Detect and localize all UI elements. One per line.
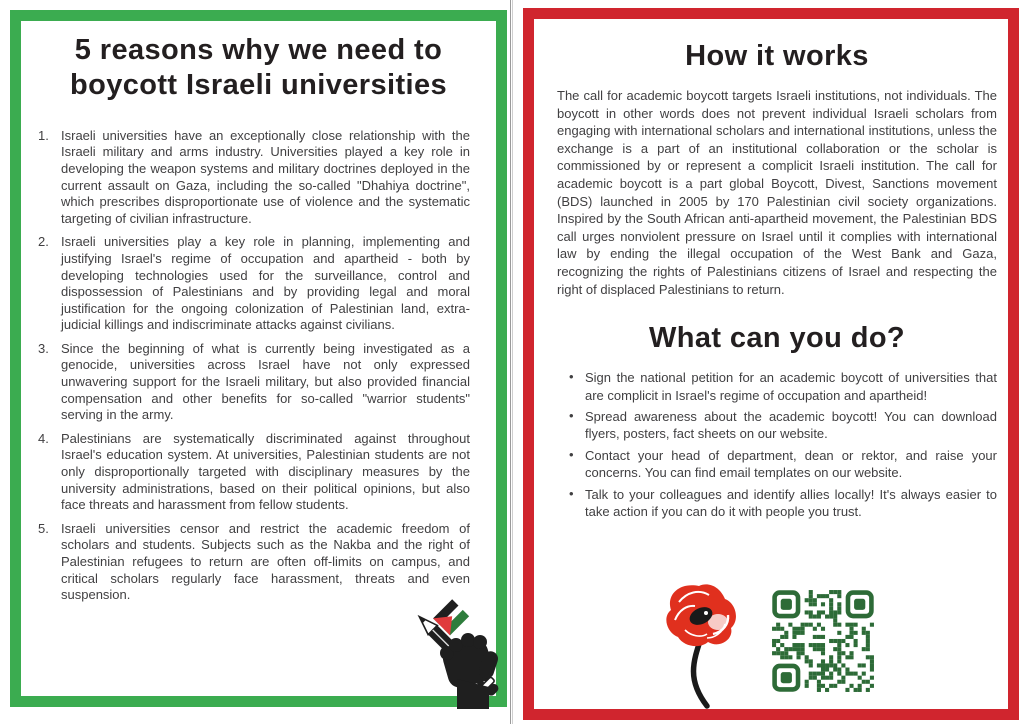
reasons-list — [37, 128, 470, 604]
bullet-marker: • — [569, 407, 574, 423]
actions-list — [557, 369, 997, 520]
action-text: Contact your head of department, dean or rektor, and raise your concerns. You can find email templates on our website. — [585, 447, 997, 481]
list-number: 4. — [38, 430, 49, 446]
action-item-1 — [557, 369, 997, 404]
action-item-2 — [557, 408, 997, 443]
poppy-flower-icon — [661, 580, 743, 710]
bullet-marker: • — [569, 446, 574, 462]
page-title: 5 reasons why we need to boycott Israeli universities — [69, 34, 448, 102]
reason-item-5 — [37, 521, 470, 604]
reason-text: Israeli universities have an exceptionally close relationship with the Israeli military and arms industry. Universities played a key role in developing the weapon systems and military doctrines deployed in the current assault on Gaza, including the so-called "Dhahiya doctrine", which prescribes disproportionate use of violence and the systematic targeting of civilian infrastructure. — [61, 127, 470, 226]
list-number: 2. — [38, 234, 49, 250]
qr-code — [770, 588, 876, 694]
bullet-marker: • — [569, 369, 574, 385]
reason-text: Israeli universities censor and restrict the academic freedom of scholars and students. Subjects such as the Nakba and the right of Palestinian refugees to return are often off-limits on campus, and critical scholars regularly face harassment, threats and even suspension. — [61, 520, 470, 603]
how-it-works-title: How it works — [685, 40, 869, 72]
list-number: 3. — [38, 340, 49, 356]
page-right-how-it-works — [512, 0, 1024, 724]
reason-text: Israeli universities play a key role in planning, implementing and justifying Israel's regime of occupation and apartheid - both by developing technologies used for the surveillance, control and dispossession of Palestinians and by providing legal and moral justification for the ongoing colonization of Palestinian land, extra-judicial killings and indiscriminate attacks against civilians. — [61, 234, 470, 333]
reason-item-3 — [37, 341, 470, 424]
reason-item-1 — [37, 128, 470, 228]
left-page-content — [21, 21, 496, 696]
action-item-3 — [557, 447, 997, 482]
action-item-4 — [557, 486, 997, 521]
action-text: Spread awareness about the academic boycott! You can download flyers, posters, fact sheets on our website. — [585, 408, 997, 442]
reason-text: Palestinians are systematically discriminated against throughout Israel's education system. At universities, Palestinian students are not only disproportionally targeted with disciplinary measures by the university administrations, based on their political opinions, but also face threats and harassment from fellow students. — [61, 430, 470, 513]
reason-text: Since the beginning of what is currently being investigated as a genocide, universities across Israel have not only expressed unwavering support for the Israeli military, but also provided financial compensation and other benefits for so-called "warrior students" serving in the army. — [61, 340, 470, 423]
action-text: Sign the national petition for an academic boycott of universities that are complicit in Israel's regime of occupation and apartheid! — [585, 370, 997, 403]
how-it-works-text: The call for academic boycott targets Israeli institutions, not individuals. The boycott in other words does not prevent individual Israeli scholars from engaging with international scholars and international institutions, unless the exchange is a part of an institutional collaboration or the scholar is commissioned by or represent a complicit Israeli institution. The call for academic boycott is a part global Boycott, Divest, Sanctions movement (BDS) launched in 2005 by 170 Palestinian civil society organizations. Inspired by the South African anti-apartheid movement, the Palestinian BDS call urges nonviolent pressure on Israel until it complies with international law by ending the illegal occupation of the West Bank and Gaza, recognizing the rights of Palestinians citizens of Israel and respecting the right of displaced Palestinians to return. — [557, 88, 997, 297]
bullet-marker: • — [569, 485, 574, 501]
reason-item-4 — [37, 431, 470, 514]
fist-pencil-flag-icon — [399, 597, 511, 709]
list-number: 5. — [38, 520, 49, 536]
what-can-you-do-title: What can you do? — [648, 322, 906, 355]
reason-item-2 — [37, 234, 470, 334]
list-number: 1. — [38, 127, 49, 143]
action-text: Talk to your colleagues and identify allies locally! It's always easier to take action if you can do it with people you trust. — [585, 486, 997, 519]
